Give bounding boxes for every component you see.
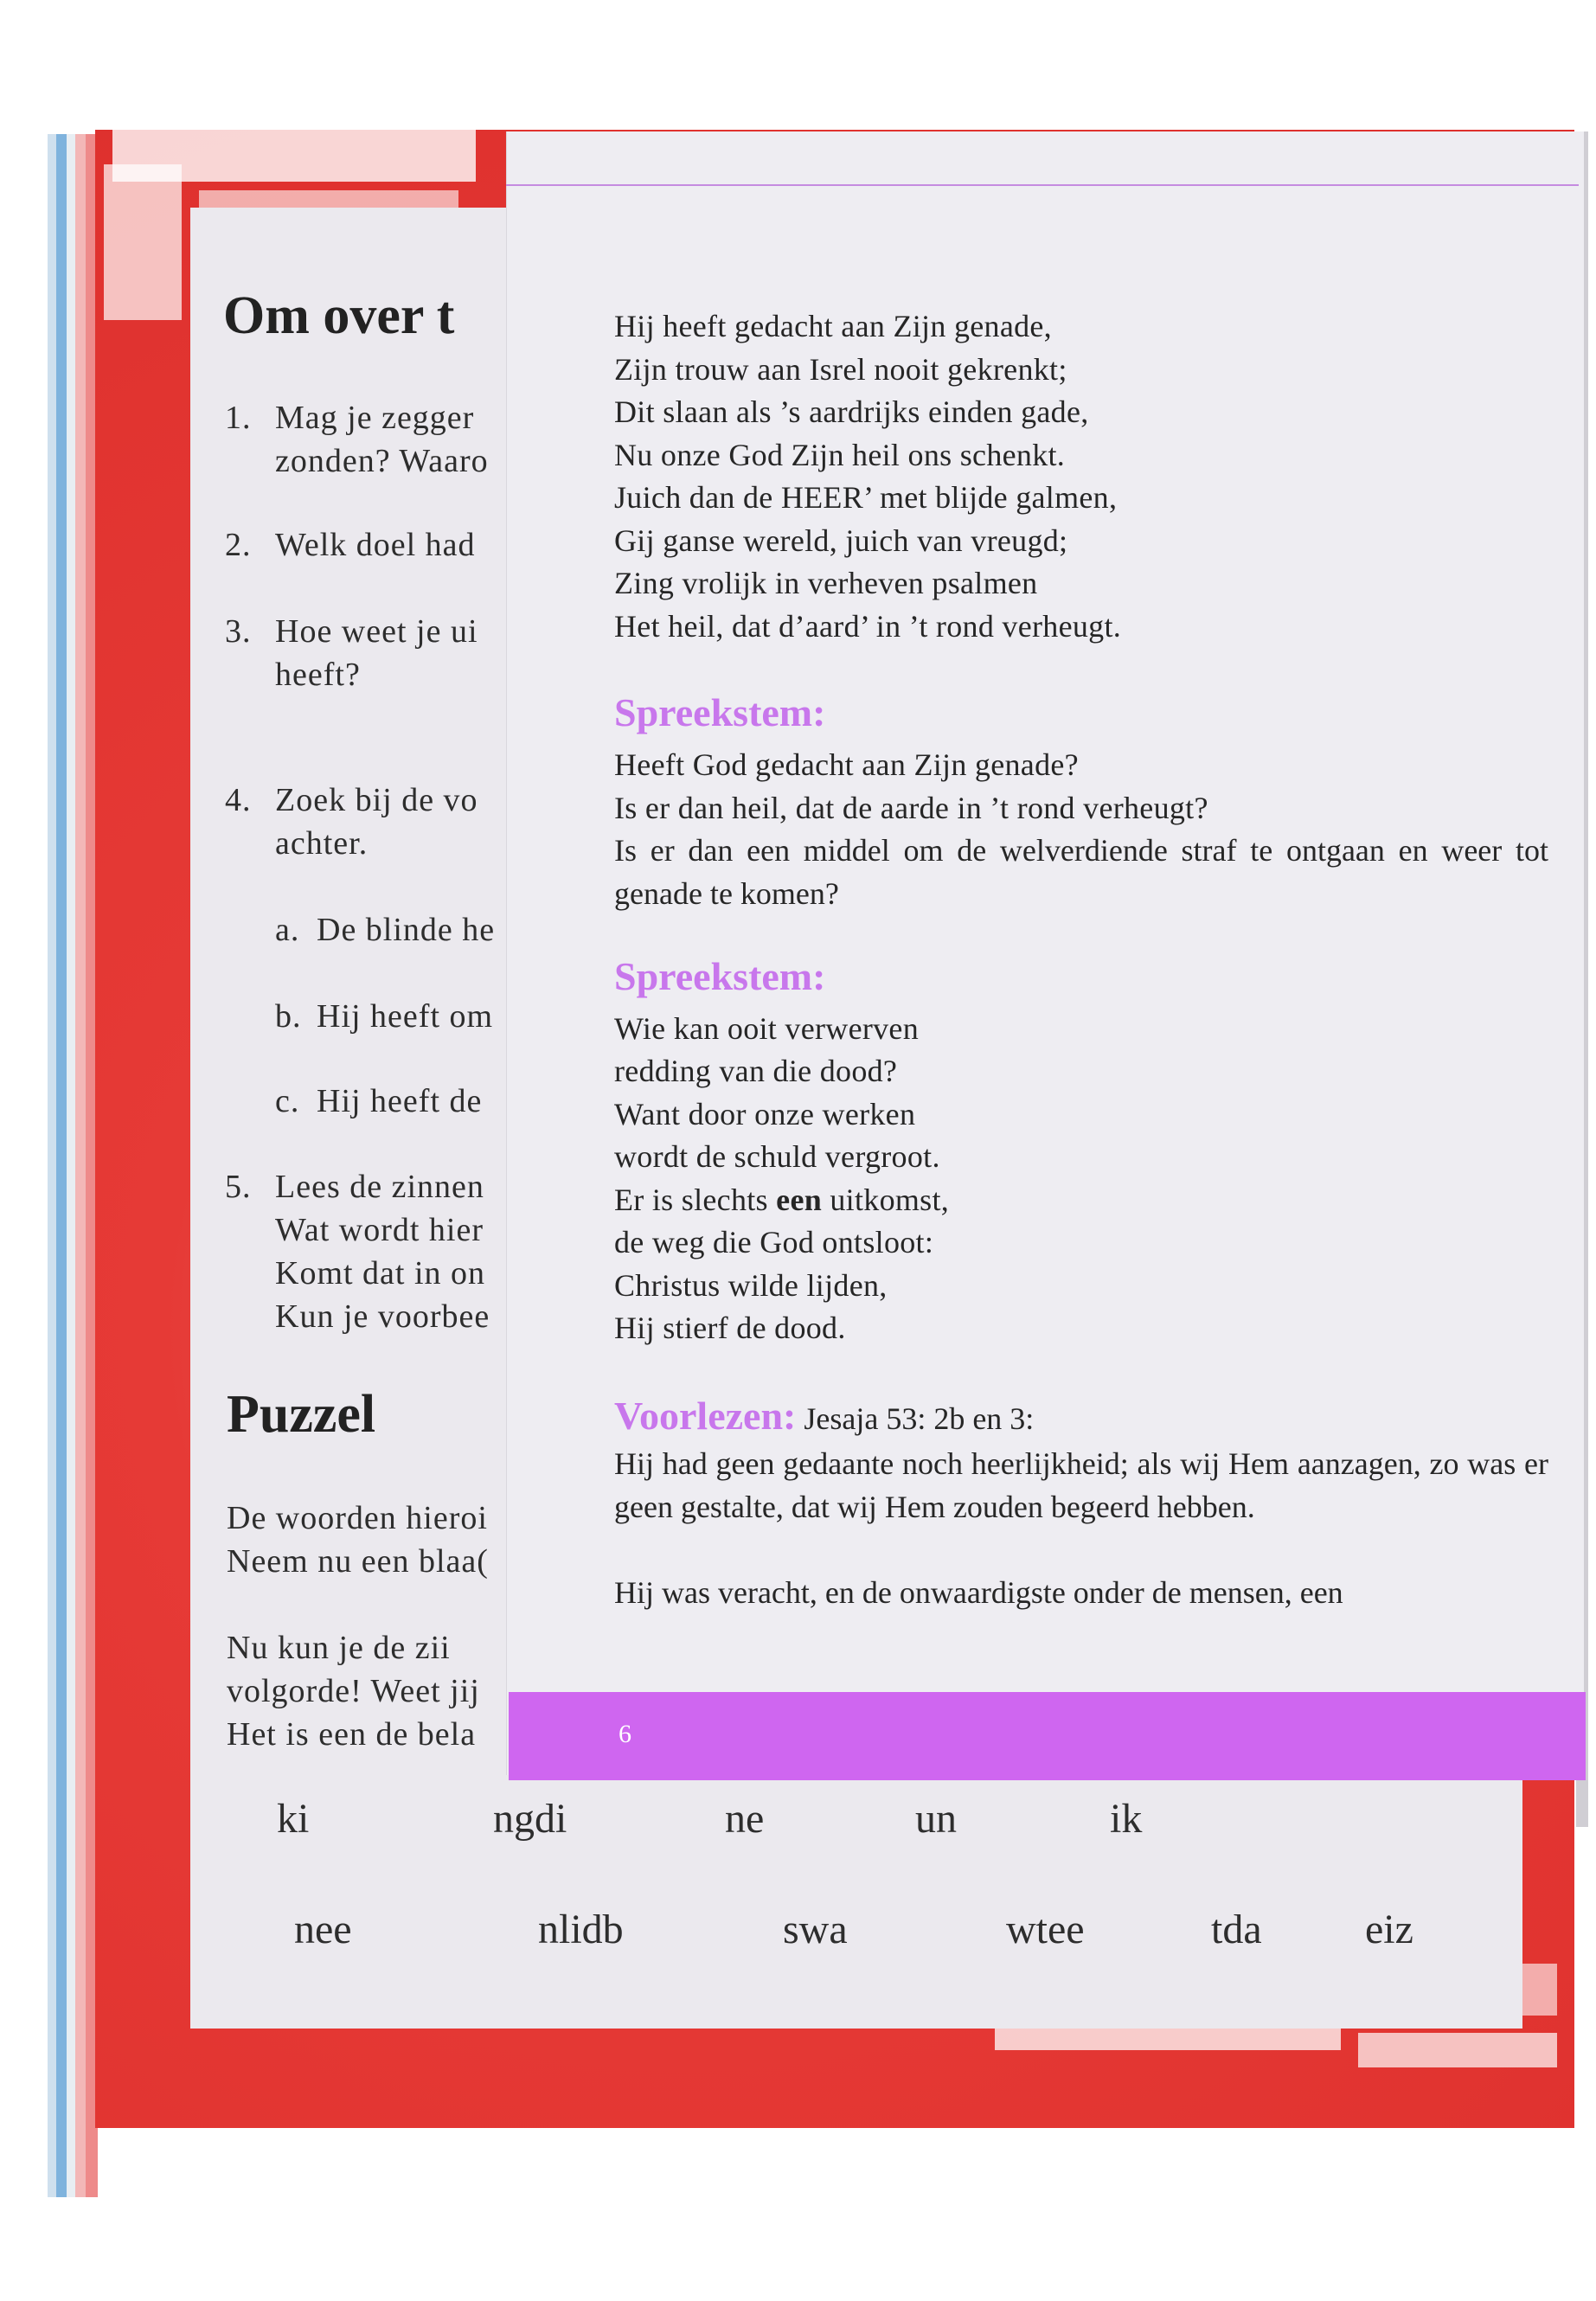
question-line: Zoek bij de vo	[275, 782, 478, 818]
question-line: achter.	[275, 825, 369, 862]
poem-line: Juich dan de HEER’ met blijde galmen,	[614, 480, 1118, 515]
poem-line: Zijn trouw aan Isrel nooit gekrenkt;	[614, 352, 1067, 387]
puzzle-word: eiz	[1365, 1907, 1413, 1952]
puzzle-line: volgorde! Weet jij	[227, 1673, 480, 1709]
page-edge	[67, 134, 75, 2197]
puzzle-word: nlidb	[538, 1907, 624, 1952]
left-page-heading: Om over t	[223, 286, 455, 345]
question-number: 4.	[225, 782, 252, 818]
page-number: 6	[619, 1720, 631, 1748]
spreekstem-line: Heeft God gedacht aan Zijn genade?	[614, 747, 1079, 782]
puzzle-word: ik	[1110, 1796, 1143, 1842]
spreekstem-line: Is er dan heil, dat de aarde in ’t rond verheugt?	[614, 791, 1208, 825]
scripture-reference: Jesaja 53: 2b en 3:	[796, 1401, 1035, 1436]
spreekstem-line: Want door onze werken	[614, 1097, 916, 1131]
poem-line: Hij heeft gedacht aan Zijn genade,	[614, 309, 1052, 343]
puzzle-heading: Puzzel	[227, 1385, 376, 1444]
spreekstem-line: Wie kan ooit verwerven	[614, 1011, 920, 1046]
puzzle-line: Neem nu een blaa(	[227, 1543, 489, 1580]
question-line: Kun je voorbee	[275, 1298, 490, 1335]
poem-line: Dit slaan als ’s aardrijks einden gade,	[614, 394, 1089, 429]
puzzle-word: swa	[783, 1907, 848, 1952]
footer-band	[509, 1692, 1586, 1780]
puzzle-word: ki	[277, 1796, 310, 1842]
header-rule	[506, 184, 1579, 186]
puzzle-line: Het is een de bela	[227, 1716, 477, 1753]
question-line: De blinde he	[317, 912, 496, 948]
poem-line: Het heil, dat d’aard’ in ’t rond verheugt.	[614, 609, 1122, 644]
page-edge	[56, 134, 67, 2197]
puzzle-word: ngdi	[493, 1796, 567, 1842]
question-number: 5.	[225, 1169, 252, 1205]
question-line: Lees de zinnen	[275, 1169, 484, 1205]
voorlezen-heading: Voorlezen: Jesaja 53: 2b en 3:	[614, 1394, 1035, 1438]
question-number: b.	[275, 998, 302, 1035]
question-line: zonden? Waaro	[275, 443, 489, 479]
reading-paragraph: Hij was veracht, en de onwaardigste onder de mensen, een	[614, 1575, 1343, 1610]
puzzle-word: un	[915, 1796, 957, 1842]
puzzle-word: nee	[294, 1907, 352, 1952]
question-line: Hoe weet je ui	[275, 613, 478, 650]
spreekstem-line: redding van die dood?	[614, 1054, 898, 1088]
puzzle-word: tda	[1211, 1907, 1262, 1952]
question-line: Hij heeft om	[317, 998, 494, 1035]
question-line: Mag je zegger	[275, 400, 475, 436]
question-number: 2.	[225, 527, 252, 563]
spreekstem-line: wordt de schuld vergroot.	[614, 1139, 940, 1174]
puzzle-line: De woorden hieroi	[227, 1500, 488, 1536]
question-line: Hij heeft de	[317, 1083, 483, 1119]
spreekstem-paragraph: Is er dan een middel om de welverdiende straf te ontgaan en weer tot genade te komen?	[614, 833, 1548, 911]
spreekstem-line: de weg die God ontsloot:	[614, 1225, 934, 1259]
question-number: a.	[275, 912, 300, 948]
question-number: c.	[275, 1083, 300, 1119]
question-line: heeft?	[275, 657, 361, 693]
emphasis-word: een	[776, 1183, 823, 1217]
question-number: 3.	[225, 613, 252, 650]
spreekstem-heading: Spreekstem:	[614, 690, 826, 734]
question-line: Welk doel had	[275, 527, 476, 563]
spreekstem-line: Er is slechts een uitkomst,	[614, 1183, 950, 1217]
page-edge	[75, 134, 86, 2197]
question-line: Komt dat in on	[275, 1255, 486, 1292]
question-number: 1.	[225, 400, 252, 436]
spreekstem-heading: Spreekstem:	[614, 954, 826, 998]
reading-paragraph: Hij had geen gedaante noch heerlijkheid; als wij Hem aanzagen, zo was er geen gestalte, dat wij Hem zouden begeerd hebben.	[614, 1446, 1548, 1524]
spreekstem-line: Hij stierf de dood.	[614, 1311, 846, 1345]
puzzle-word: wtee	[1006, 1907, 1085, 1952]
spreekstem-line: Christus wilde lijden,	[614, 1268, 888, 1303]
question-line: Wat wordt hier	[275, 1212, 484, 1248]
poem-line: Zing vrolijk in verheven psalmen	[614, 566, 1038, 600]
puzzle-line: Nu kun je de zii	[227, 1630, 451, 1666]
poem-line: Nu onze God Zijn heil ons schenkt.	[614, 438, 1066, 472]
page-edge	[48, 134, 56, 2197]
poem-line: Gij ganse wereld, juich van vreugd;	[614, 523, 1068, 558]
puzzle-word: ne	[725, 1796, 765, 1842]
